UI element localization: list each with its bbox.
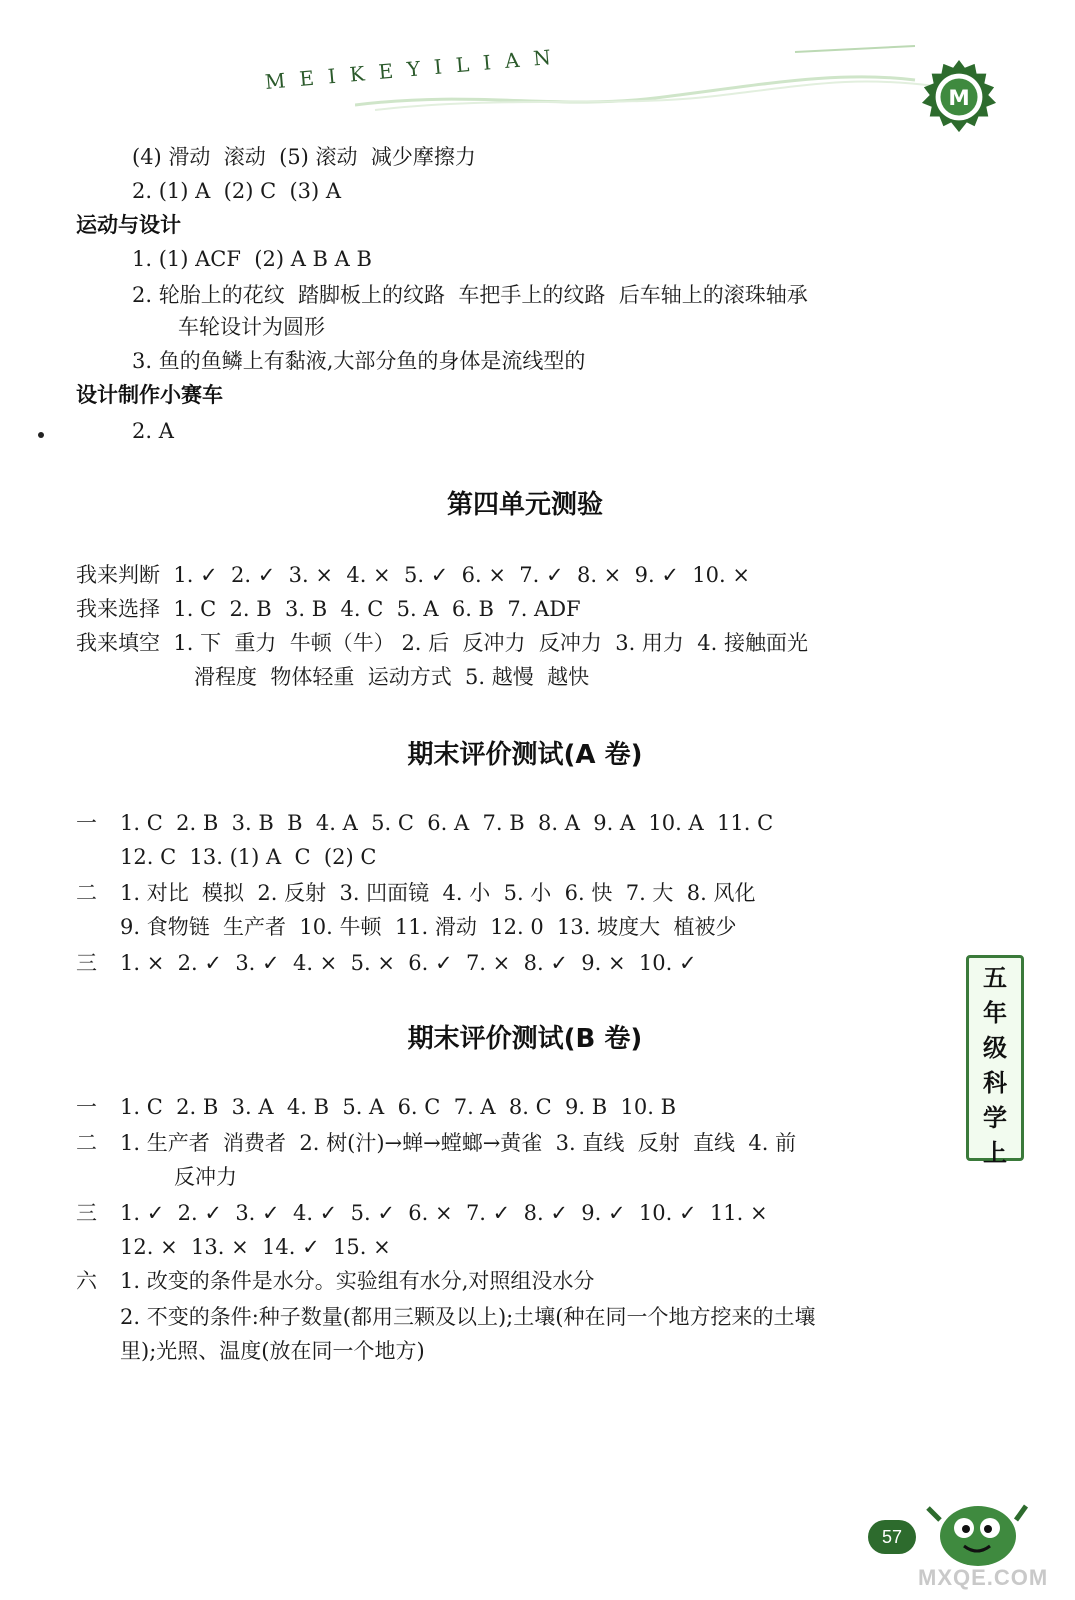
final-b-s3-line-1: 1. ✓ 2. ✓ 3. ✓ 4. ✓ 5. ✓ 6. × 7. ✓ 8. ✓ 9. ✓ 10. ✓ 11. × bbox=[120, 1201, 768, 1225]
side-tab-char-6: 上 bbox=[983, 1139, 1007, 1167]
section-title-motion-design: 运动与设计 bbox=[76, 213, 181, 237]
unit4-fill-text: 1. 下 重力 牛顿（牛） 2. 后 反冲力 反冲力 3. 用力 4. 接触面光 bbox=[173, 631, 808, 655]
unit4-fill-text-2: 滑程度 物体轻重 运动方式 5. 越慢 越快 bbox=[194, 665, 590, 689]
side-tab-char-2: 年 bbox=[983, 999, 1007, 1027]
motion-design-line-2: 2. 轮胎上的花纹 踏脚板上的纹路 车把手上的纹路 后车轴上的滚珠轴承 bbox=[132, 283, 808, 307]
final-b-s1-line-1: 1. C 2. B 3. A 4. B 5. A 6. C 7. A 8. C 9. B 10. B bbox=[120, 1095, 677, 1119]
heading-final-a: 期末评价测试(A 卷) bbox=[407, 740, 643, 770]
heading-unit4-test: 第四单元测验 bbox=[446, 490, 603, 520]
side-tab-char-1: 五 bbox=[983, 964, 1007, 992]
final-a-s3-line-1: 1. × 2. ✓ 3. ✓ 4. × 5. × 6. ✓ 7. × 8. ✓ 9. × 10. ✓ bbox=[120, 951, 697, 975]
heading-final-b: 期末评价测试(B 卷) bbox=[407, 1024, 643, 1054]
grade-subject-tab bbox=[966, 955, 1024, 1167]
unit4-choose-label: 我来选择 bbox=[76, 597, 160, 621]
final-b-s3-label: 三 bbox=[76, 1201, 97, 1225]
unit4-judge-row bbox=[76, 560, 750, 590]
banner-letters: MEIKEYILIAN bbox=[263, 43, 566, 94]
final-a-s1-label: 一 bbox=[76, 811, 97, 835]
unit4-fill-label: 我来填空 bbox=[76, 631, 160, 655]
final-a-s1-line-1: 1. C 2. B 3. B B 4. A 5. C 6. A 7. B 8. A 9. A 10. A 11. C bbox=[120, 811, 774, 835]
unit4-fill-row bbox=[76, 628, 808, 658]
unit3-line-1: (4) 滑动 滚动 (5) 滚动 减少摩擦力 bbox=[132, 145, 476, 169]
final-b-s2-label: 二 bbox=[76, 1131, 97, 1155]
final-b-s2-line-1: 1. 生产者 消费者 2. 树(汁)→蝉→螳螂→黄雀 3. 直线 反射 直线 4. 前 bbox=[120, 1131, 797, 1155]
section-title-race-car: 设计制作小赛车 bbox=[76, 383, 223, 407]
bullet-dot bbox=[38, 432, 44, 438]
watermark: MXQE.COM bbox=[918, 1565, 1049, 1590]
unit4-choose-text: 1. C 2. B 3. B 4. C 5. A 6. B 7. ADF bbox=[173, 597, 581, 621]
motion-design-line-3: 车轮设计为圆形 bbox=[178, 315, 325, 339]
side-tab-char-5: 学 bbox=[983, 1104, 1007, 1132]
side-tab-char-3: 级 bbox=[983, 1034, 1007, 1062]
badge-letter: M bbox=[948, 85, 970, 111]
final-a-s2-line-2: 9. 食物链 生产者 10. 牛顿 11. 滑动 12. 0 13. 坡度大 植被少 bbox=[120, 915, 737, 939]
final-b-s6-line-2: 2. 不变的条件:种子数量(都用三颗及以上);土壤(种在同一个地方挖来的土壤 bbox=[120, 1305, 816, 1329]
final-b-s3-line-2: 12. × 13. × 14. ✓ 15. × bbox=[120, 1235, 391, 1259]
final-a-s1-line-2: 12. C 13. (1) A C (2) C bbox=[120, 845, 377, 869]
final-b-s6-line-3: 里);光照、温度(放在同一个地方) bbox=[120, 1339, 425, 1363]
unit3-line-2: 2. (1) A (2) C (3) A bbox=[132, 179, 342, 203]
page-number: 57 bbox=[868, 1520, 916, 1554]
side-tab-char-4: 科 bbox=[983, 1069, 1007, 1097]
unit4-judge-text: 1. ✓ 2. ✓ 3. × 4. × 5. ✓ 6. × 7. ✓ 8. × 9. ✓ 10. × bbox=[173, 563, 750, 587]
final-a-s2-label: 二 bbox=[76, 881, 97, 905]
unit4-judge-label: 我来判断 bbox=[76, 563, 160, 587]
motion-design-line-4: 3. 鱼的鱼鳞上有黏液,大部分鱼的身体是流线型的 bbox=[132, 349, 586, 373]
series-badge-icon bbox=[920, 58, 998, 136]
final-b-s6-label: 六 bbox=[76, 1269, 97, 1293]
final-b-s1-label: 一 bbox=[76, 1095, 97, 1119]
final-a-s2-line-1: 1. 对比 模拟 2. 反射 3. 凹面镜 4. 小 5. 小 6. 快 7. 大 8. 风化 bbox=[120, 881, 756, 905]
final-a-s3-label: 三 bbox=[76, 951, 97, 975]
final-b-s6-line-1: 1. 改变的条件是水分。实验组有水分,对照组没水分 bbox=[120, 1269, 595, 1293]
race-car-line-1: 2. A bbox=[132, 419, 174, 443]
final-b-s2-line-2: 反冲力 bbox=[174, 1165, 237, 1189]
motion-design-line-1: 1. (1) ACF (2) A B A B bbox=[132, 247, 372, 271]
unit4-choose-row bbox=[76, 594, 581, 624]
